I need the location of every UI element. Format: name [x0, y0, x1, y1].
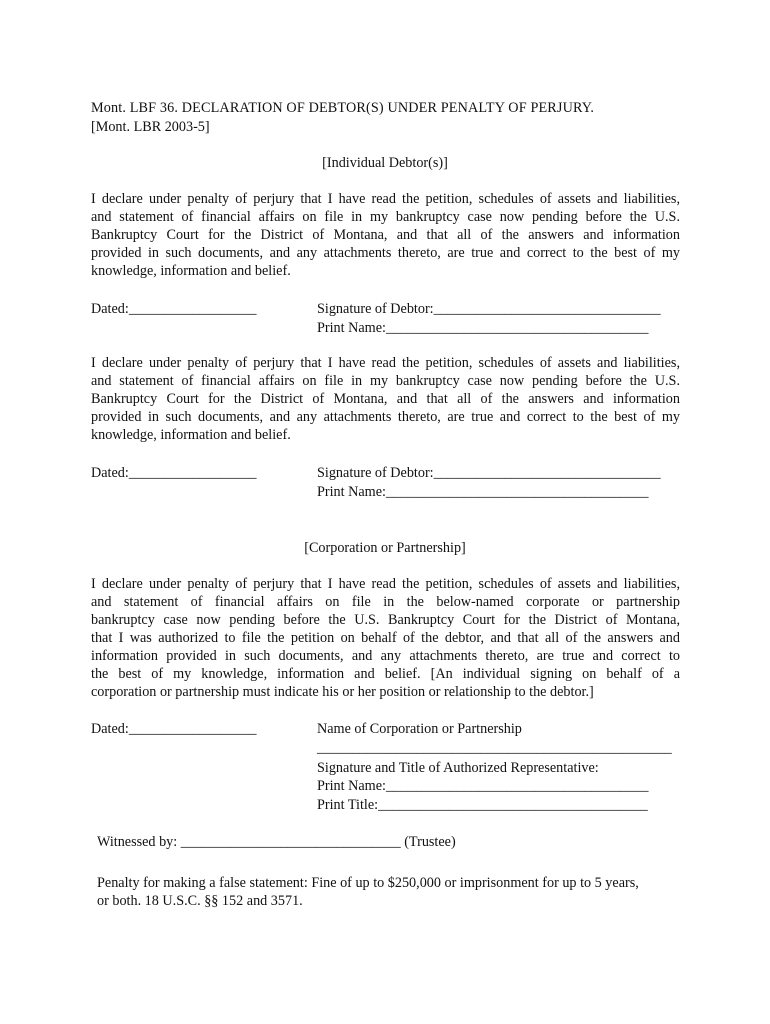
paragraph-line: knowledge, information and belief. [91, 427, 291, 443]
declaration-paragraph-1 [91, 190, 680, 280]
paragraph-line: provided in such documents, and any attachments thereto, are true and correct to the best of my [91, 409, 680, 425]
corporation-name-field[interactable]: __________________________________________________ [317, 740, 672, 756]
signature-title-label[interactable]: Signature and Title of Authorized Representative: [317, 760, 599, 776]
paragraph-line: Bankruptcy Court for the District of Montana, and that all of the answers and information [91, 391, 680, 407]
paragraph-line: I declare under penalty of perjury that I have read the petition, schedules of assets and liabilities, [91, 576, 680, 592]
dated-field-corporation[interactable]: Dated:__________________ [91, 721, 257, 737]
form-title: Mont. LBF 36. DECLARATION OF DEBTOR(S) UNDER PENALTY OF PERJURY. [91, 100, 595, 116]
dated-field-1[interactable]: Dated:__________________ [91, 301, 257, 317]
penalty-statement-line-1: Penalty for making a false statement: Fine of up to $250,000 or imprisonment for up to 5 years, [97, 875, 639, 891]
section-heading-corporation: [Corporation or Partnership] [304, 540, 466, 556]
declaration-paragraph-corporation [91, 575, 680, 701]
dated-field-2[interactable]: Dated:__________________ [91, 465, 257, 481]
paragraph-line: Bankruptcy Court for the District of Montana, and that all of the answers and information [91, 227, 680, 243]
declaration-paragraph-2 [91, 354, 680, 444]
print-name-field-2[interactable]: Print Name:_____________________________________ [317, 484, 649, 500]
paragraph-line: and statement of financial affairs on file in my bankruptcy case now pending before the U.S. [91, 209, 680, 225]
paragraph-line: bankruptcy case now pending before the U.S. Bankruptcy Court for the District of Montana, [91, 612, 680, 628]
signature-of-debtor-field-1[interactable]: Signature of Debtor:________________________________ [317, 301, 661, 317]
print-name-field-corporation[interactable]: Print Name:_____________________________________ [317, 778, 649, 794]
paragraph-line: provided in such documents, and any attachments thereto, are true and correct to the best of my [91, 245, 680, 261]
paragraph-line: knowledge, information and belief. [91, 263, 291, 279]
penalty-statement-line-2: or both. 18 U.S.C. §§ 152 and 3571. [97, 893, 303, 909]
paragraph-line: I declare under penalty of perjury that I have read the petition, schedules of assets and liabilities, [91, 191, 680, 207]
corporation-name-label: Name of Corporation or Partnership [317, 721, 522, 737]
paragraph-line: I declare under penalty of perjury that I have read the petition, schedules of assets and liabilities, [91, 355, 680, 371]
paragraph-line: corporation or partnership must indicate his or her position or relationship to the debtor.] [91, 684, 594, 700]
form-rule-reference: [Mont. LBR 2003-5] [91, 119, 210, 135]
paragraph-line: and statement of financial affairs on file in my bankruptcy case now pending before the U.S. [91, 373, 680, 389]
paragraph-line: information provided in such documents, and any attachments thereto, are true and correct to [91, 648, 680, 664]
witnessed-by-trustee-field[interactable]: Witnessed by: _______________________________ (Trustee) [97, 834, 456, 850]
paragraph-line: the best of my knowledge, information and belief. [An individual signing on behalf of a [91, 666, 680, 682]
paragraph-line: that I was authorized to file the petition on behalf of the debtor, and that all of the answers and [91, 630, 680, 646]
print-title-field[interactable]: Print Title:______________________________________ [317, 797, 648, 813]
paragraph-line: and statement of financial affairs on file in the below-named corporate or partnership [91, 594, 680, 610]
section-heading-individual: [Individual Debtor(s)] [322, 155, 448, 171]
print-name-field-1[interactable]: Print Name:_____________________________________ [317, 320, 649, 336]
signature-of-debtor-field-2[interactable]: Signature of Debtor:________________________________ [317, 465, 661, 481]
